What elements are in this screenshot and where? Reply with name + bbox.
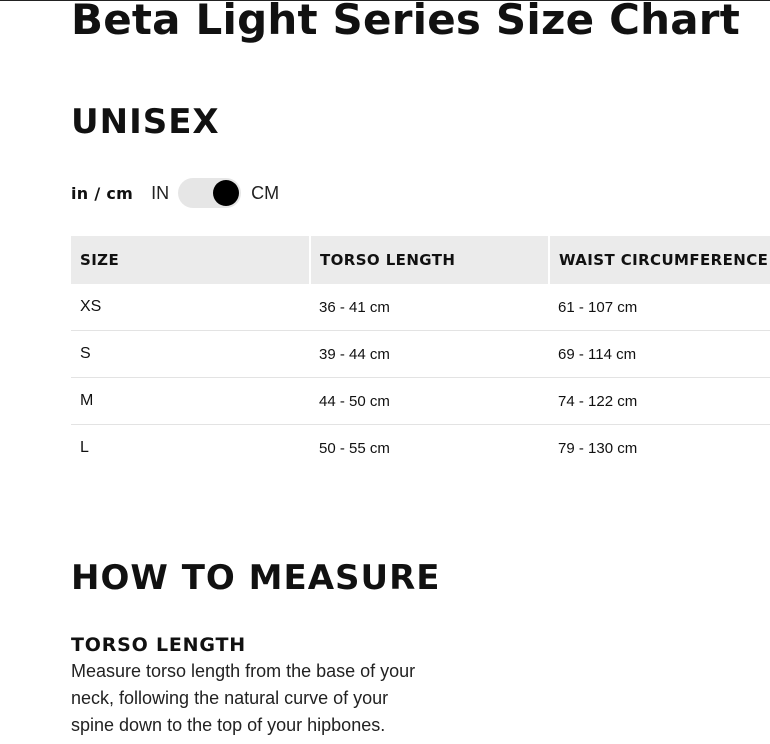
table-row [71, 331, 770, 378]
table-row [71, 284, 770, 331]
torso-length-cell: 36 - 41 cm [310, 284, 549, 331]
page-title: Beta Light Series Size Chart [71, 0, 740, 44]
torso-length-cell: 50 - 55 cm [319, 439, 390, 457]
table-header-row [71, 236, 770, 284]
table-row [71, 378, 770, 425]
waist-circumference-cell: 74 - 122 cm [549, 378, 770, 425]
size-cell: M [71, 378, 310, 425]
torso-length-cell: 44 - 50 cm [310, 378, 549, 425]
waist-circumference-cell: 69 - 114 cm [549, 331, 770, 378]
size-chart-table [71, 236, 770, 471]
size-cell: S [71, 331, 310, 378]
how-to-measure-heading: HOW TO MEASURE [71, 558, 441, 598]
column-header-torso-length: TORSO LENGTH [310, 236, 549, 284]
unit-option-in[interactable]: IN [151, 182, 170, 203]
unit-switcher-label: in / cm [71, 183, 134, 203]
unit-toggle[interactable] [178, 178, 241, 208]
unit-switcher [71, 178, 279, 208]
unit-toggle-knob[interactable] [213, 180, 239, 206]
waist-circumference-cell: 79 - 130 cm [558, 439, 638, 457]
column-header-waist-circumference: WAIST CIRCUMFERENCE [549, 236, 770, 284]
unit-option-cm[interactable]: CM [251, 182, 280, 203]
waist-circumference-cell: 61 - 107 cm [549, 284, 770, 331]
unisex-heading: UNISEX [71, 102, 220, 142]
torso-length-subheading: TORSO LENGTH [71, 634, 246, 656]
size-cell: XS [71, 284, 310, 331]
column-header-size: SIZE [71, 236, 310, 284]
torso-length-instructions: Measure torso length from the base of your neck, following the natural curve of your spine down to the top of your hipbones. [71, 661, 416, 735]
table-row [71, 425, 770, 472]
size-cell: L [80, 439, 89, 456]
torso-length-cell: 39 - 44 cm [310, 331, 549, 378]
